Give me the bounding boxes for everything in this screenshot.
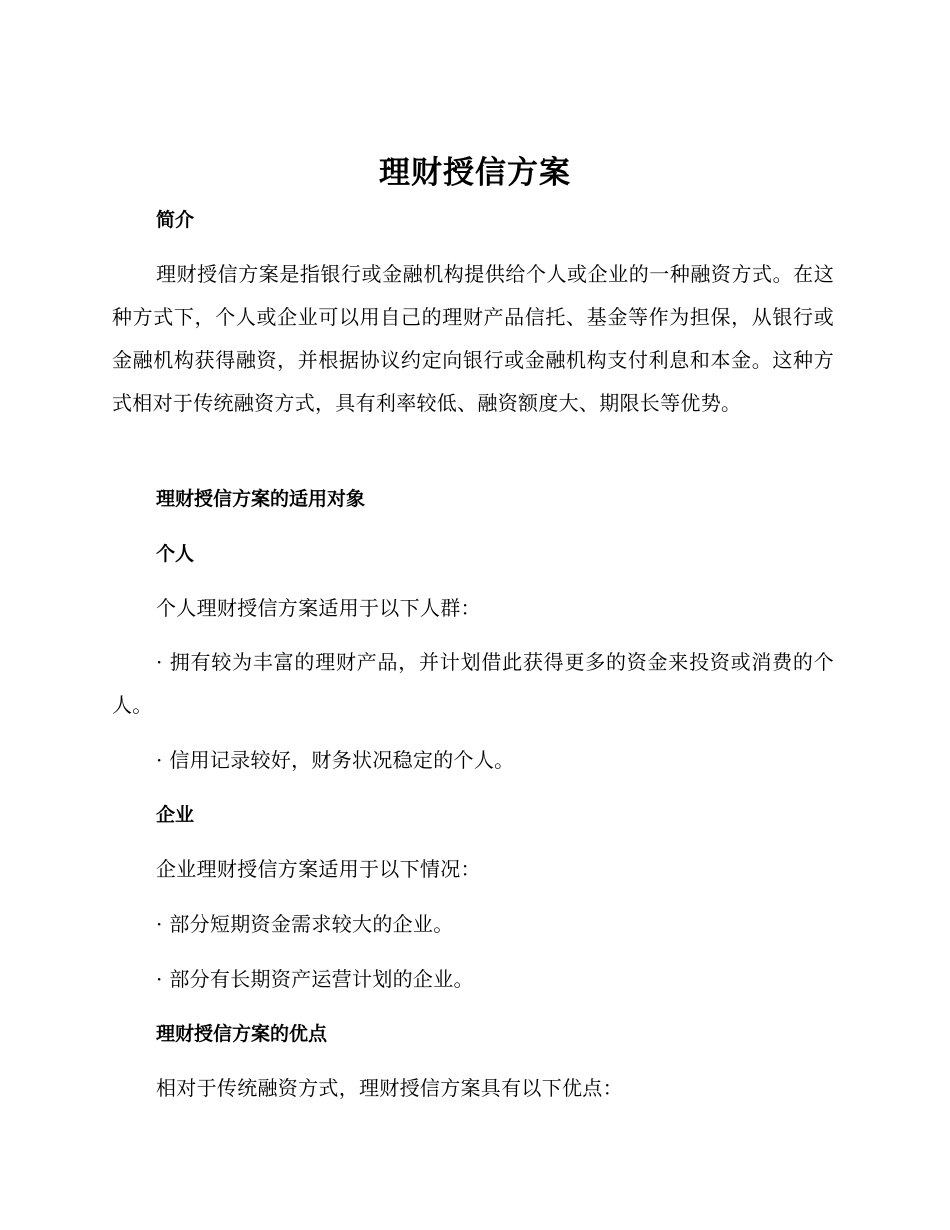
section-heading-applicable: 理财授信方案的适用对象 (156, 488, 366, 510)
individual-bullet: · 拥有较为丰富的理财产品，并计划借此获得更多的资金来投资或消费的个人。 (112, 650, 834, 717)
intro-paragraph: 理财授信方案是指银行或金融机构提供给个人或企业的一种融资方式。在这种方式下，个人或企业可以用自己的理财产品信托、基金等作为担保，从银行或金融机构获得融资，并根据协议约定向银行或金融机构支付利息和本金。这种方式相对于传统融资方式，具有利率较低、融资额度大、期限长等优势。 (112, 262, 834, 415)
document-title: 理财授信方案 (379, 155, 571, 191)
section-heading-advantages: 理财授信方案的优点 (156, 1023, 328, 1045)
section-heading-intro: 简介 (156, 209, 195, 231)
subheading-enterprise: 企业 (156, 804, 195, 826)
subheading-individual: 个人 (156, 543, 195, 565)
advantages-intro: 相对于传统融资方式，理财授信方案具有以下优点： (156, 1076, 623, 1100)
individual-intro: 个人理财授信方案适用于以下人群： (156, 596, 481, 620)
enterprise-bullet: · 部分有长期资产运营计划的企业。 (156, 967, 474, 991)
enterprise-bullet: · 部分短期资金需求较大的企业。 (156, 912, 454, 936)
individual-bullet: · 信用记录较好，财务状况稳定的个人。 (156, 748, 515, 772)
enterprise-intro: 企业理财授信方案适用于以下情况： (156, 857, 481, 881)
